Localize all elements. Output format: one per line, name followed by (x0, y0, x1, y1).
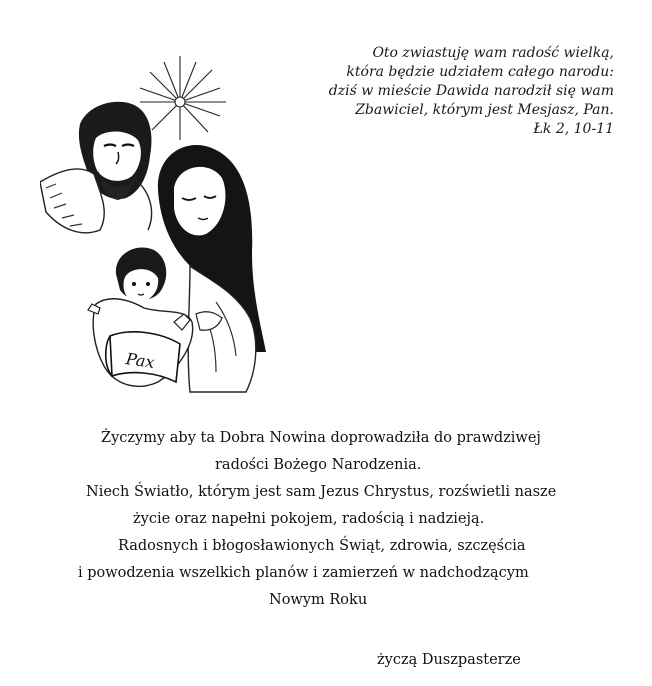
verse-line: dziś w mieście Dawida narodził się wam (328, 83, 614, 99)
wish-line: Niech Światło, którym jest sam Jezus Chrystus, rozświetli nasze (86, 484, 557, 500)
verse-reference: Łk 2, 10-11 (533, 121, 614, 137)
wish-line: i powodzenia wszelkich planów i zamierzeń w nadchodzącym (78, 565, 529, 581)
verse-line: Zbawiciel, którym jest Mesjasz, Pan. (355, 102, 614, 118)
verse-line: która będzie udziałem całego narodu: (346, 64, 614, 80)
holy-family-illustration (40, 52, 270, 400)
verse-line: Oto zwiastuję wam radość wielką, (372, 45, 614, 61)
wish-line: radości Bożego Narodzenia. (215, 457, 422, 473)
wish-line: życie oraz napełni pokojem, radością i nadzieją. (133, 511, 485, 527)
bible-verse (314, 44, 614, 139)
wish-line: Radosnych i błogosławionych Świąt, zdrowia, szczęścia (118, 538, 526, 554)
signature: życzą Duszpasterze (377, 652, 521, 668)
wish-line: Życzymy aby ta Dobra Nowina doprowadziła do prawdziwej (101, 430, 541, 446)
joseph-figure (40, 102, 152, 233)
wish-line: Nowym Roku (269, 592, 368, 608)
star-icon (140, 56, 226, 140)
scroll-text: Pax (124, 349, 156, 372)
